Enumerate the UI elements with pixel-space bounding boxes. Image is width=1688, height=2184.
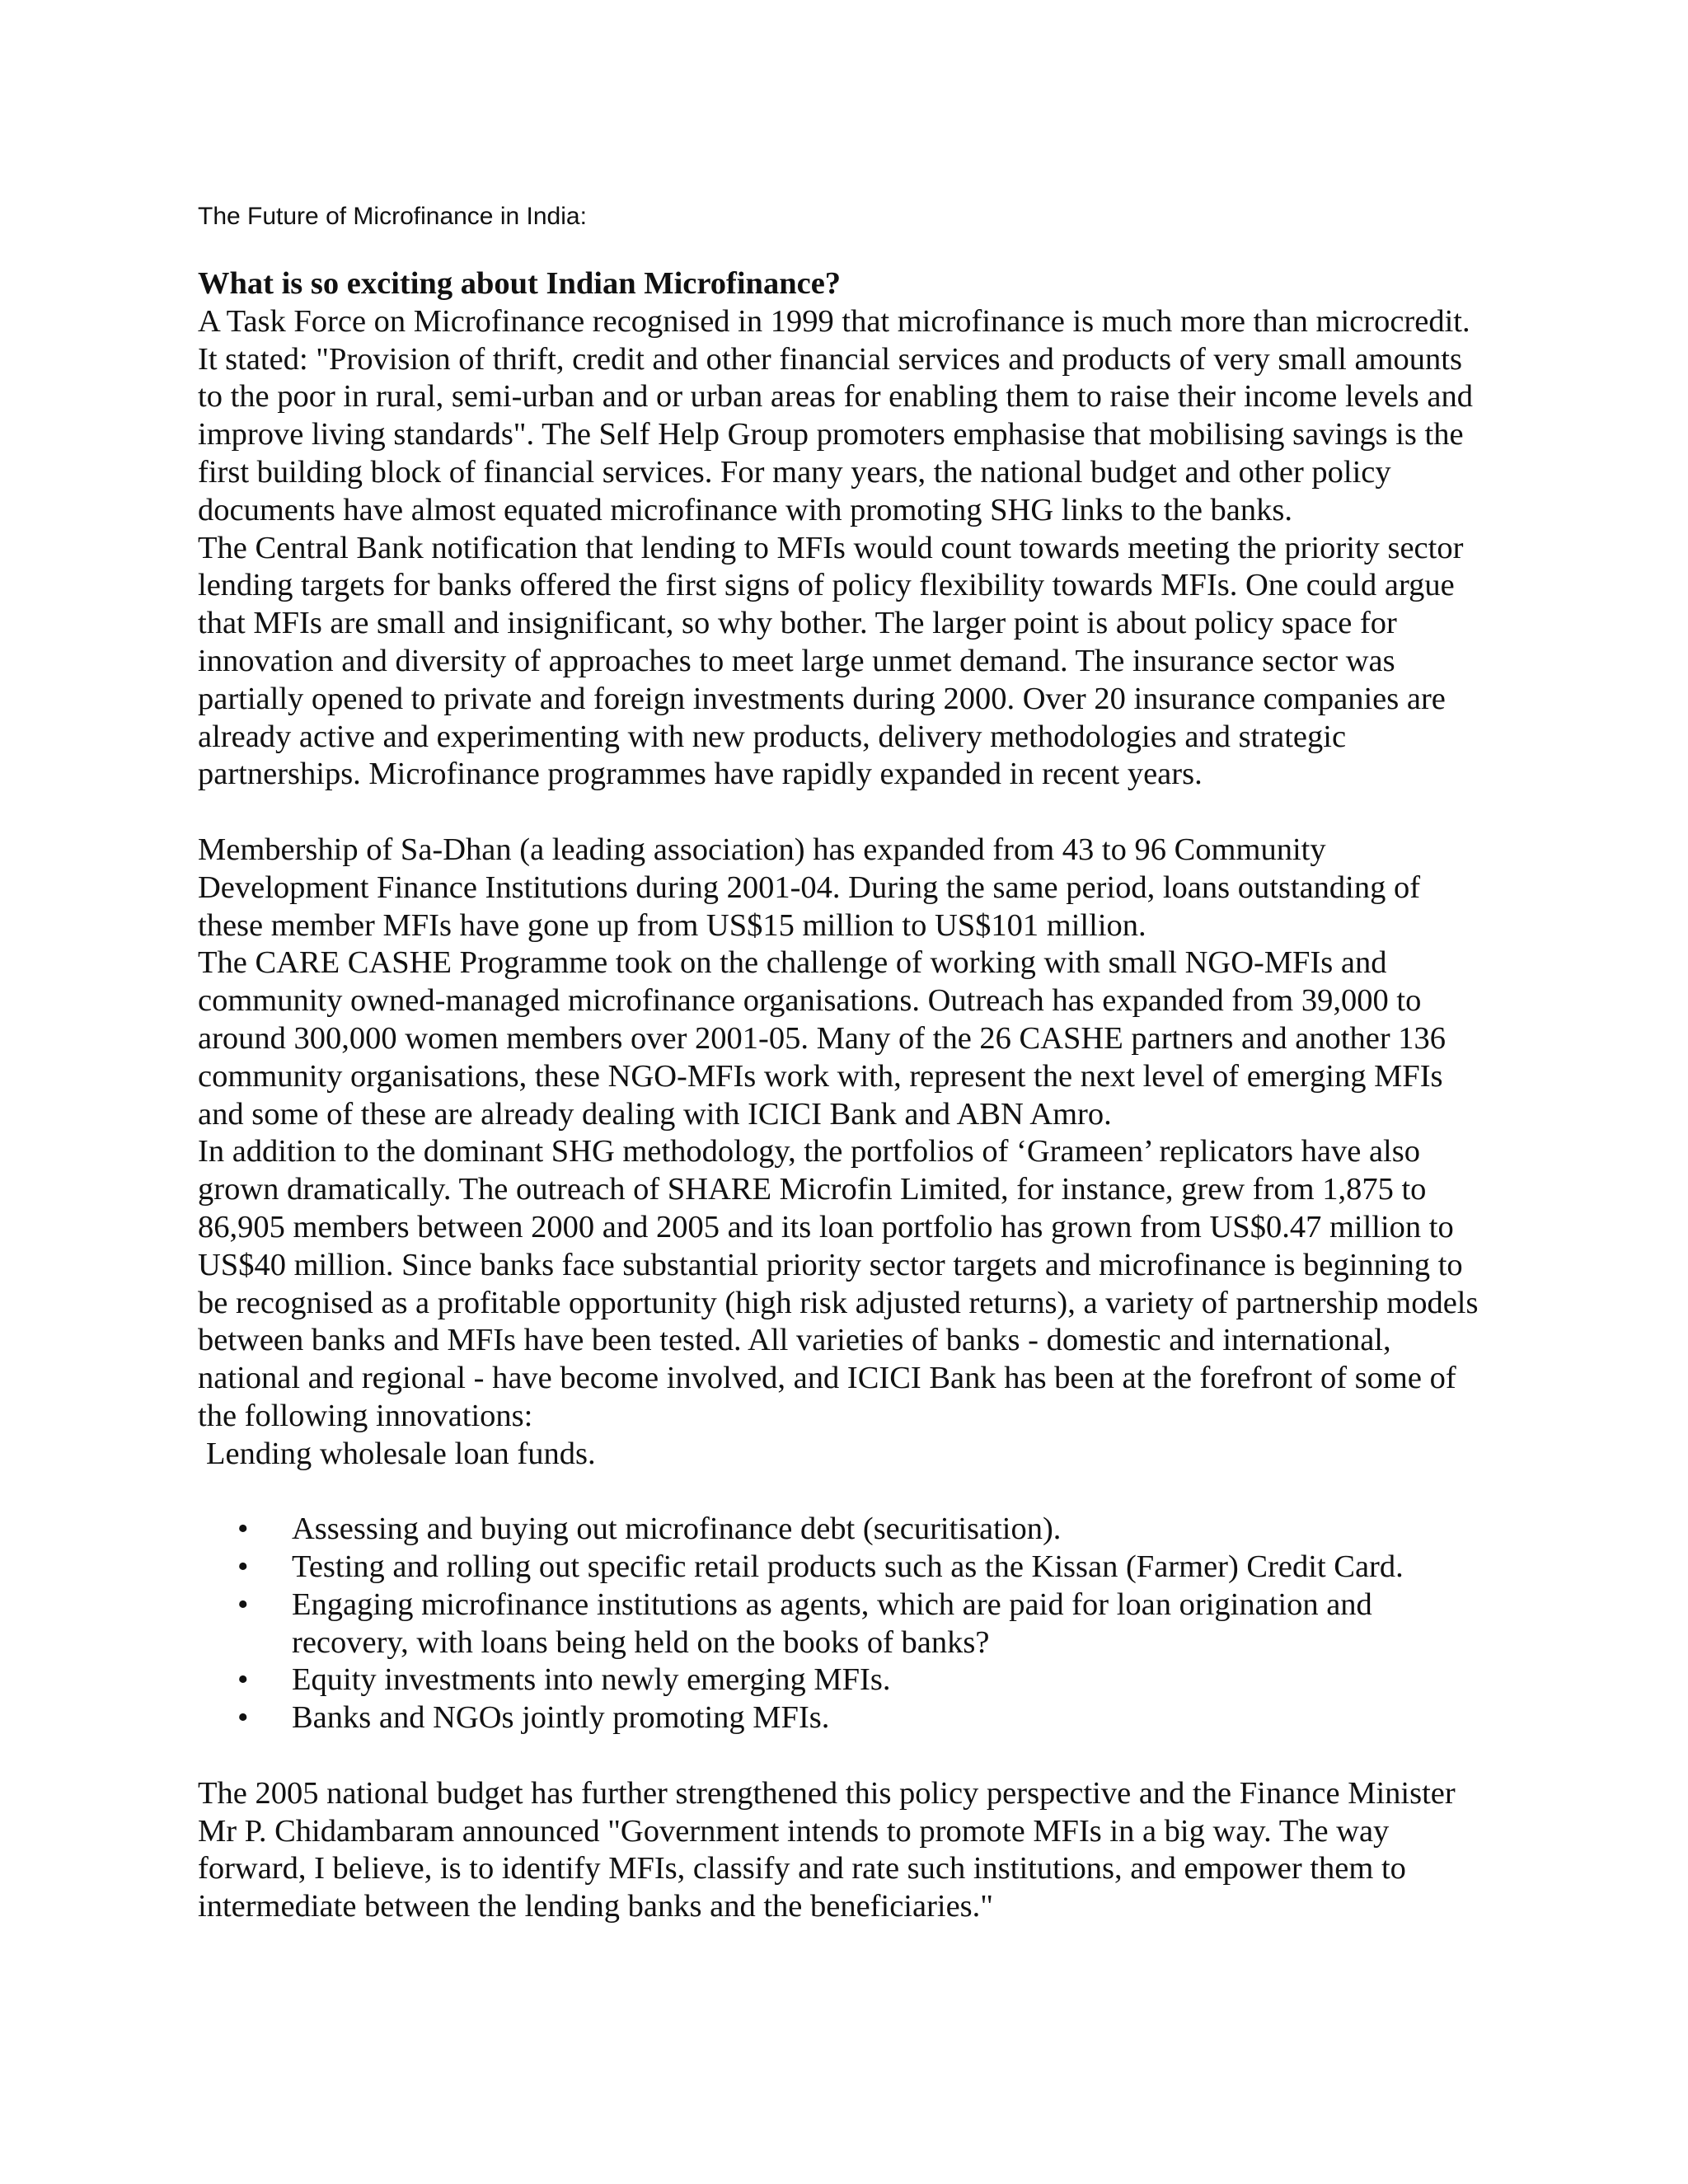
paragraph-grameen: In addition to the dominant SHG methodology, the portfolios of ‘Grameen’ replicators have also grown dramatically. The outreach of SHARE Microfin Limited, for instance, grew from 1,875 to 86,905 members between 2000 and 2005 and its loan portfolio has grown from US$0.47 million to US$40 million. Since banks face substantial priority sector targets and microfinance is beginning to be recognised as a profitable opportunity (high risk adjusted returns), a variety of partnership models between banks and MFIs have been tested. All varieties of banks - domestic and international, national and regional - have become involved, and ICICI Bank has been at the forefront of some of the following innovations: xyxy=(198,1134,1479,1433)
document-body xyxy=(198,265,1492,1926)
list-spacer xyxy=(198,1474,1492,1511)
document-title: The Future of Microfinance in India: xyxy=(198,203,587,230)
bullet-icon: • xyxy=(237,1586,249,1622)
list-item xyxy=(198,1661,1492,1699)
bullet-icon: • xyxy=(237,1511,249,1547)
bullet-icon: • xyxy=(237,1549,249,1585)
paragraph-spacer xyxy=(198,1737,1492,1775)
list-item-text: Equity investments into newly emerging MFIs. xyxy=(292,1662,891,1698)
paragraph-spacer xyxy=(198,794,1492,832)
paragraph-sa-dhan: Membership of Sa-Dhan (a leading association) has expanded from 43 to 96 Community Development Finance Institutions during 2001-04. During the same period, loans outstanding of these member MFIs have gone up from US$15 million to US$101 million. xyxy=(198,832,1421,943)
list-item xyxy=(198,1511,1492,1549)
innovations-list xyxy=(198,1511,1492,1737)
paragraph-task-force: A Task Force on Microfinance recognised in 1999 that microfinance is much more than microcredit. It stated: "Provision of thrift, credit and other financial services and products of very small amounts to the poor in rural, semi-urban and or urban areas for enabling them to raise their income levels and improve living standards". The Self Help Group promoters emphasise that mobilising savings is the first building block of financial services. For many years, the national budget and other policy documents have almost equated microfinance with promoting SHG links to the banks. xyxy=(198,303,1473,527)
list-item xyxy=(198,1586,1492,1662)
paragraph-central-bank: The Central Bank notification that lending to MFIs would count towards meeting the priority sector lending targets for banks offered the first signs of policy flexibility towards MFIs. One could argue that MFIs are small and insignificant, so why bother. The larger point is about policy space for innovation and diversity of approaches to meet large unmet demand. The insurance sector was partially opened to private and foreign investments during 2000. Over 20 insurance companies are already active and experimenting with new products, delivery methodologies and strategic partnerships. Microfinance programmes have rapidly expanded in recent years. xyxy=(198,530,1464,792)
bullet-icon: • xyxy=(237,1662,249,1698)
list-item xyxy=(198,1549,1492,1586)
list-item-text: Testing and rolling out specific retail products such as the Kissan (Farmer) Credit Card. xyxy=(292,1549,1404,1585)
lead-item-wholesale-loans: Lending wholesale loan funds. xyxy=(206,1436,596,1471)
section-heading: What is so exciting about Indian Microfinance? xyxy=(198,266,842,301)
bullet-icon: • xyxy=(237,1700,249,1736)
list-item-text: Engaging microfinance institutions as agents, which are paid for loan origination and recovery, with loans being held on the books of banks? xyxy=(292,1586,1372,1660)
paragraph-national-budget: The 2005 national budget has further strengthened this policy perspective and the Finance Minister Mr P. Chidambaram announced "Government intends to promote MFIs in a big way. The way forward, I believe, is to identify MFIs, classify and rate such institutions, and empower them to intermediate between the lending banks and the beneficiaries." xyxy=(198,1775,1456,1924)
list-item-text: Banks and NGOs jointly promoting MFIs. xyxy=(292,1700,830,1736)
list-item-text: Assessing and buying out microfinance debt (securitisation). xyxy=(292,1511,1062,1547)
list-item xyxy=(198,1699,1492,1737)
paragraph-care-cashe: The CARE CASHE Programme took on the challenge of working with small NGO-MFIs and community owned-managed microfinance organisations. Outreach has expanded from 39,000 to around 300,000 women members over 2001-05. Many of the 26 CASHE partners and another 136 community organisations, these NGO-MFIs work with, represent the next level of emerging MFIs and some of these are already dealing with ICICI Bank and ABN Amro. xyxy=(198,945,1447,1132)
